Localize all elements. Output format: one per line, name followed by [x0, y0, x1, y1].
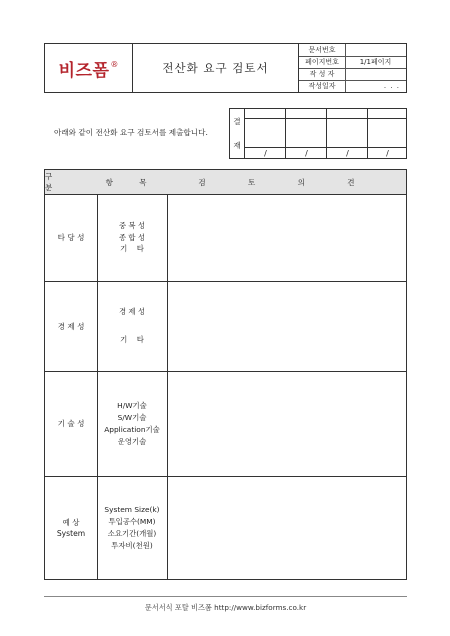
- approval-slot[interactable]: [367, 109, 407, 158]
- row-items: [97, 281, 168, 371]
- row-item: 기 타: [120, 244, 144, 254]
- info-value: 1/1페이지: [359, 58, 392, 66]
- row-item: Application기술: [104, 424, 160, 434]
- footer-divider: [44, 596, 407, 597]
- info-label: 작 성 자: [299, 68, 346, 80]
- row-item: S/W기술: [117, 412, 147, 422]
- opinion-cell[interactable]: [167, 281, 406, 371]
- submission-text: 아래와 같이 전산화 요구 검토서를 제출합니다.: [54, 128, 208, 137]
- page-title: 전산화 요구 검토서: [133, 44, 299, 92]
- approval-date-slash: /: [286, 147, 327, 158]
- approval-slot-head: [368, 109, 407, 119]
- row-category: 기 술 성: [45, 371, 98, 476]
- row-item: 투입공수(MM): [108, 516, 156, 526]
- info-label: 문서번호: [299, 44, 346, 56]
- approval-label-top: 결: [233, 116, 241, 126]
- footer-text: 문서서식 포탈 비즈폼 http://www.bizforms.co.kr: [144, 603, 307, 612]
- row-item: System Size(k): [104, 504, 160, 514]
- document-header: [44, 43, 407, 93]
- approval-slot[interactable]: [244, 109, 286, 158]
- table-row: [45, 194, 406, 282]
- logo: [45, 44, 133, 92]
- table-row: [45, 476, 406, 579]
- info-label: 페이지번호: [299, 56, 346, 68]
- approval-date-slash: /: [368, 147, 407, 158]
- row-item: 경 제 성: [118, 307, 146, 316]
- approval-slot[interactable]: [285, 109, 327, 158]
- row-category: 타 당 성: [45, 194, 98, 281]
- logo-text: 비즈폼: [58, 60, 110, 81]
- row-items: [97, 371, 168, 476]
- info-row-date: [299, 80, 406, 92]
- row-item: 소요기간(개월): [107, 528, 157, 538]
- approval-date-slash: /: [327, 147, 368, 158]
- table-row: [45, 371, 406, 477]
- header-item: 항 목: [97, 170, 168, 195]
- opinion-cell[interactable]: [167, 371, 406, 476]
- approval-slot-head: [286, 109, 327, 119]
- row-item: 기 타: [120, 335, 144, 344]
- row-item: 운영기술: [117, 436, 147, 446]
- row-items: [97, 194, 168, 281]
- header-category: 구 분: [45, 170, 98, 195]
- header-opinion: 검 토 의 견: [167, 170, 406, 195]
- row-item: H/W기술: [117, 400, 147, 410]
- row-item: 종 합 성: [118, 232, 146, 242]
- row-category: 예 상 System: [45, 476, 98, 579]
- row-category: 경 제 성: [45, 281, 98, 371]
- info-value: . . .: [383, 82, 400, 90]
- approval-slot-head: [245, 109, 286, 119]
- opinion-cell[interactable]: [167, 476, 406, 579]
- approval-label: [230, 109, 244, 158]
- info-value: [345, 44, 406, 56]
- info-value: [345, 68, 406, 80]
- row-item: 중 복 성: [118, 221, 146, 231]
- review-table: [44, 169, 407, 580]
- info-label: 작성일자: [299, 80, 346, 92]
- approval-box: [229, 108, 407, 159]
- registered-mark: ®: [110, 59, 119, 69]
- opinion-cell[interactable]: [167, 194, 406, 281]
- row-items: [97, 476, 168, 579]
- approval-label-bottom: 재: [233, 141, 241, 151]
- approval-slot-head: [327, 109, 368, 119]
- row-item: 투자비(천원): [111, 540, 153, 550]
- approval-date-slash: /: [245, 147, 286, 158]
- table-row: [45, 281, 406, 372]
- approval-slot[interactable]: [326, 109, 368, 158]
